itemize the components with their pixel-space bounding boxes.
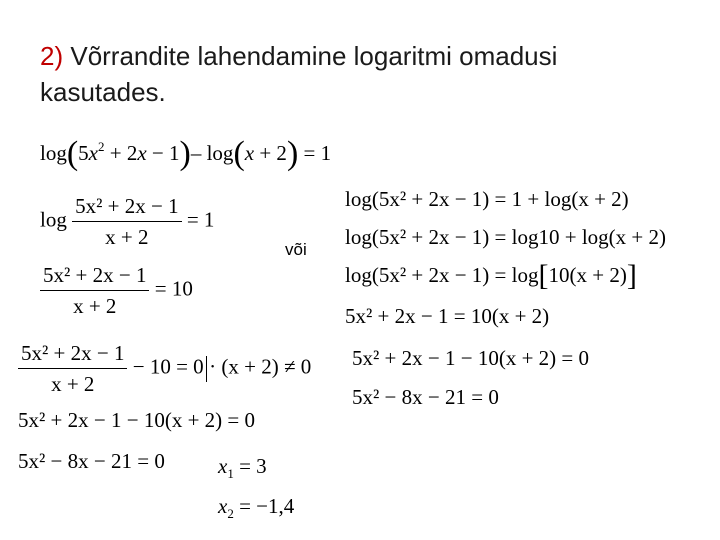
title-text: Võrrandite lahendamine logaritmi omadusi kasutades.: [40, 41, 558, 107]
equation-fraction-zero: $\frac{\text{5x² + 2x − 1}}{x + 2}$ − 10 = 0 · (x + 2) ≠ 0: [18, 340, 311, 397]
equation-original: $\log(5x^2 + 2x - 1)-$ log(x + 2) = 1: [40, 135, 332, 172]
slide-title: [40, 38, 690, 110]
root-x2: $x_2 = -1,4$: [218, 494, 295, 521]
fraction: $\frac{\text{5x² + 2x − 1}}{x + 2}$: [18, 340, 127, 397]
equation-right-6: 5x² − 8x − 21 = 0: [352, 385, 499, 409]
equation-right-4: 5x² + 2x − 1 = 10(x + 2): [345, 304, 550, 328]
equation-right-1: log(5x² + 2x − 1) = 1 + log(x + 2): [345, 187, 629, 211]
equation-log-fraction: log $\frac{\text{5x² + 2x − 1}}{x + 2}$ = 1: [40, 194, 215, 249]
fraction: $\frac{\text{5x² + 2x − 1}}{x + 2}$: [40, 262, 149, 319]
divider-bar: [206, 356, 208, 382]
equation-right-5: 5x² + 2x − 1 − 10(x + 2) = 0: [352, 346, 589, 370]
equation-quadratic-left: 5x² − 8x − 21 = 0: [18, 449, 165, 473]
equation-expanded-left: 5x² + 2x − 1 − 10(x + 2) = 0: [18, 408, 255, 432]
root-x1: $x_1 = 3$: [218, 454, 267, 481]
title-number: 2): [40, 41, 64, 71]
fraction: $\frac{\text{5x² + 2x − 1}}{x + 2}$: [72, 193, 181, 250]
connector-text: või: [285, 240, 307, 259]
equation-right-2: log(5x² + 2x − 1) = log10 + log(x + 2): [345, 225, 666, 249]
equation-fraction-ten: $\frac{\text{5x² + 2x − 1}}{x + 2}$ = 10: [40, 262, 193, 319]
equation-right-3: log(5x² + 2x − 1) = log[10(x + 2)]: [345, 259, 637, 292]
